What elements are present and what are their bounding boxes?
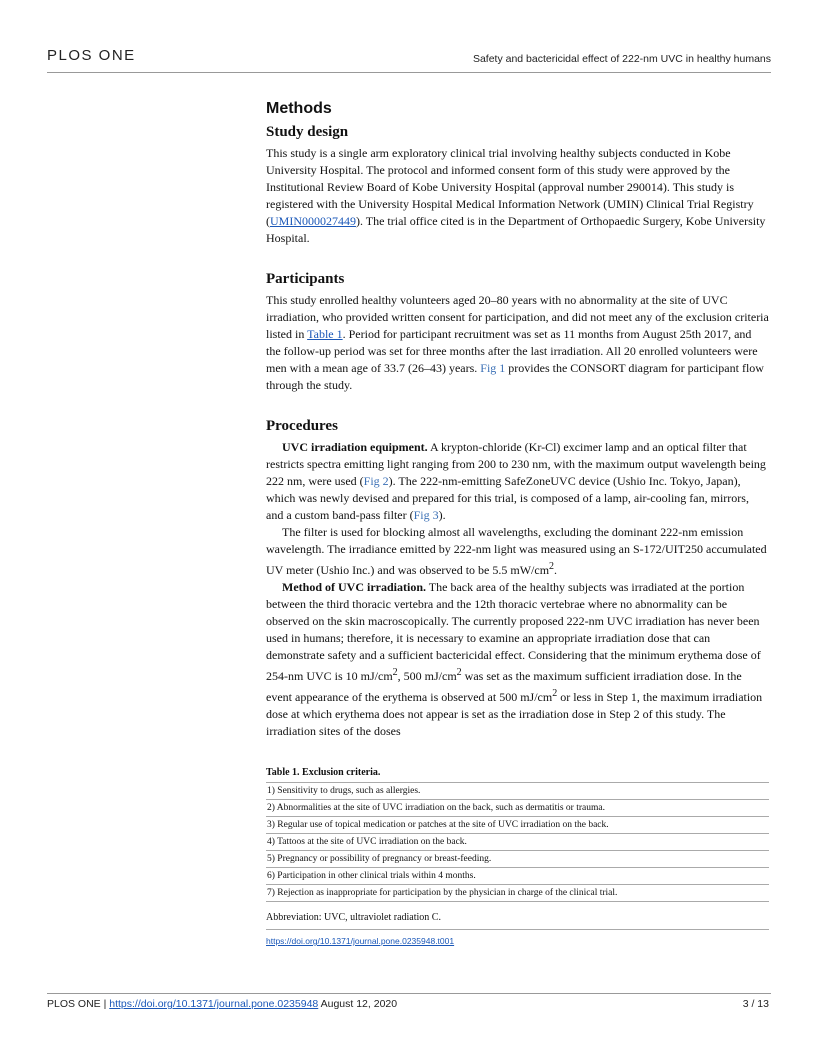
table-row: 7) Rejection as inappropriate for participation by the physician in charge of the clinical trial. xyxy=(266,884,769,902)
footer-date: August 12, 2020 xyxy=(318,998,398,1010)
participants-text-2: . Period for participant recruitment was set as 11 months from August 25th 2017, and the follow-up period was set for three months after the last irradiation. All 20 enrolled volunteers were men with a mean age of 33.7 (26–43) years. xyxy=(266,327,758,375)
procedures-paragraph-filter xyxy=(266,524,769,579)
umin-registry-link[interactable]: UMIN000027449 xyxy=(270,214,356,228)
study-design-text-2: ). The trial office cited is in the Department of Orthopaedic Surgery, Kobe University Hospital. xyxy=(266,214,766,245)
study-design-paragraph xyxy=(266,145,769,247)
table-row: 1) Sensitivity to drugs, such as allergies. xyxy=(266,782,769,799)
subsection-title-study-design: Study design xyxy=(266,124,349,140)
fig-1-link[interactable]: Fig 1 xyxy=(480,361,506,375)
table-row: 5) Pregnancy or possibility of pregnancy or breast-feeding. xyxy=(266,850,769,867)
fig-2-link[interactable]: Fig 2 xyxy=(363,474,389,488)
table-row: 4) Tattoos at the site of UVC irradiation on the back. xyxy=(266,833,769,850)
table-doi xyxy=(266,936,769,946)
journal-name: PLOS ONE xyxy=(47,47,136,64)
footer-journal: PLOS ONE | xyxy=(47,998,110,1010)
irradiation-text-3: was set as the maximum sufficient irradiation dose. In the event appearance of the erythema is observed at 500 mJ/cm xyxy=(266,669,742,704)
subsection-title-participants: Participants xyxy=(266,271,345,287)
filter-text-1: The filter is used for blocking almost all wavelengths, excluding the dominant 222-nm emission wavelength. The irradiance emitted by 222-nm light was measured using an S-172/UIT250 accumulated UV meter (Ushio Inc.) and was observed to be 5.5 mW/cm xyxy=(266,525,767,577)
procedures-paragraph-irradiation xyxy=(266,579,769,740)
superscript: 2 xyxy=(552,688,558,699)
equipment-text-1: A krypton-chloride (Kr-Cl) excimer lamp and an optical filter that restricts spectra emitting light ranging from 200 to 230 nm, with the maximum output wavelength being 222 nm, were used ( xyxy=(266,440,766,488)
article-body xyxy=(266,100,769,740)
subsection-title-procedures: Procedures xyxy=(266,418,338,434)
study-design-text-1: This study is a single arm exploratory clinical trial involving healthy subjects conducted in Kobe University Hospital. The protocol and informed consent form of this study were approved by the Institutional Review Board of Kobe University Hospital (approval number 290014). This study is registered with the University Hospital Medical Information Network (UMIN) Clinical Trial Registry ( xyxy=(266,146,754,228)
superscript: 2 xyxy=(392,667,398,678)
fig-3-link[interactable]: Fig 3 xyxy=(413,508,439,522)
table-1-exclusion-criteria xyxy=(266,767,769,946)
runin-heading-method-of-irradiation: Method of UVC irradiation. xyxy=(282,580,426,594)
table-row: 6) Participation in other clinical trials within 4 months. xyxy=(266,867,769,884)
superscript: 2 xyxy=(549,561,555,572)
table-abbreviation-note: Abbreviation: UVC, ultraviolet radiation C. xyxy=(266,912,769,930)
table-doi-link[interactable]: https://doi.org/10.1371/journal.pone.0235948.t001 xyxy=(266,936,455,946)
footer-divider xyxy=(47,993,771,994)
irradiation-text-4: or less in Step 1, the maximum irradiation dose at which erythema does not appear is set as the irradiation dose in Step 2 of this study. The irradiation sites of the doses xyxy=(266,690,763,738)
procedures-paragraph-equipment xyxy=(266,439,769,524)
running-title: Safety and bactericidal effect of 222-nm UVC in healthy humans xyxy=(472,53,771,65)
section-title-methods: Methods xyxy=(266,100,332,117)
table-row: 2) Abnormalities at the site of UVC irradiation on the back, such as dermatitis or trauma. xyxy=(266,799,769,816)
footer-citation xyxy=(47,998,407,1011)
filter-text-2: . xyxy=(554,563,558,577)
runin-heading-uvc-equipment: UVC irradiation equipment. xyxy=(282,440,428,454)
table-row: 3) Regular use of topical medication or patches at the site of UVC irradiation on the back. xyxy=(266,816,769,833)
page-number: 3 / 13 xyxy=(742,998,769,1010)
participants-text-3: provides the CONSORT diagram for participant flow through the study. xyxy=(266,361,764,392)
superscript: 2 xyxy=(456,667,462,678)
participants-paragraph xyxy=(266,292,769,394)
table-1-link[interactable]: Table 1 xyxy=(307,327,343,341)
participants-text-1: This study enrolled healthy volunteers aged 20–80 years with no abnormality at the site of UVC irradiation, who provided written consent for participation, and did not meet any of the exclusion criteria listed in xyxy=(266,293,769,341)
equipment-text-3: ). xyxy=(438,508,446,522)
header-divider xyxy=(47,72,771,73)
equipment-text-2: ). The 222-nm-emitting SafeZoneUVC device (Ushio Inc. Tokyo, Japan), which was newly devised and prepared for this trial, is composed of a lamp, air-cooling fan, mirrors, and a custom band-pass filter ( xyxy=(266,474,749,522)
irradiation-text-1: The back area of the healthy subjects was irradiated at the portion between the third thoracic vertebra and the 12th thoracic vertebrae where no abnormality can be observed on the skin macroscopically. The currently proposed 222-nm UVC irradiation has never been used in humans; therefore, it is necessary to examine an appropriate irradiation dose that can demonstrate safety and a sufficient bactericidal effect. Considering that the minimum erythema dose of 254-nm UVC is 10 mJ/cm xyxy=(266,580,761,683)
footer-doi-link[interactable]: https://doi.org/10.1371/journal.pone.0235948 xyxy=(109,998,319,1010)
table-caption: Table 1. Exclusion criteria. xyxy=(266,767,381,778)
irradiation-text-2: , 500 mJ/cm xyxy=(397,669,457,683)
